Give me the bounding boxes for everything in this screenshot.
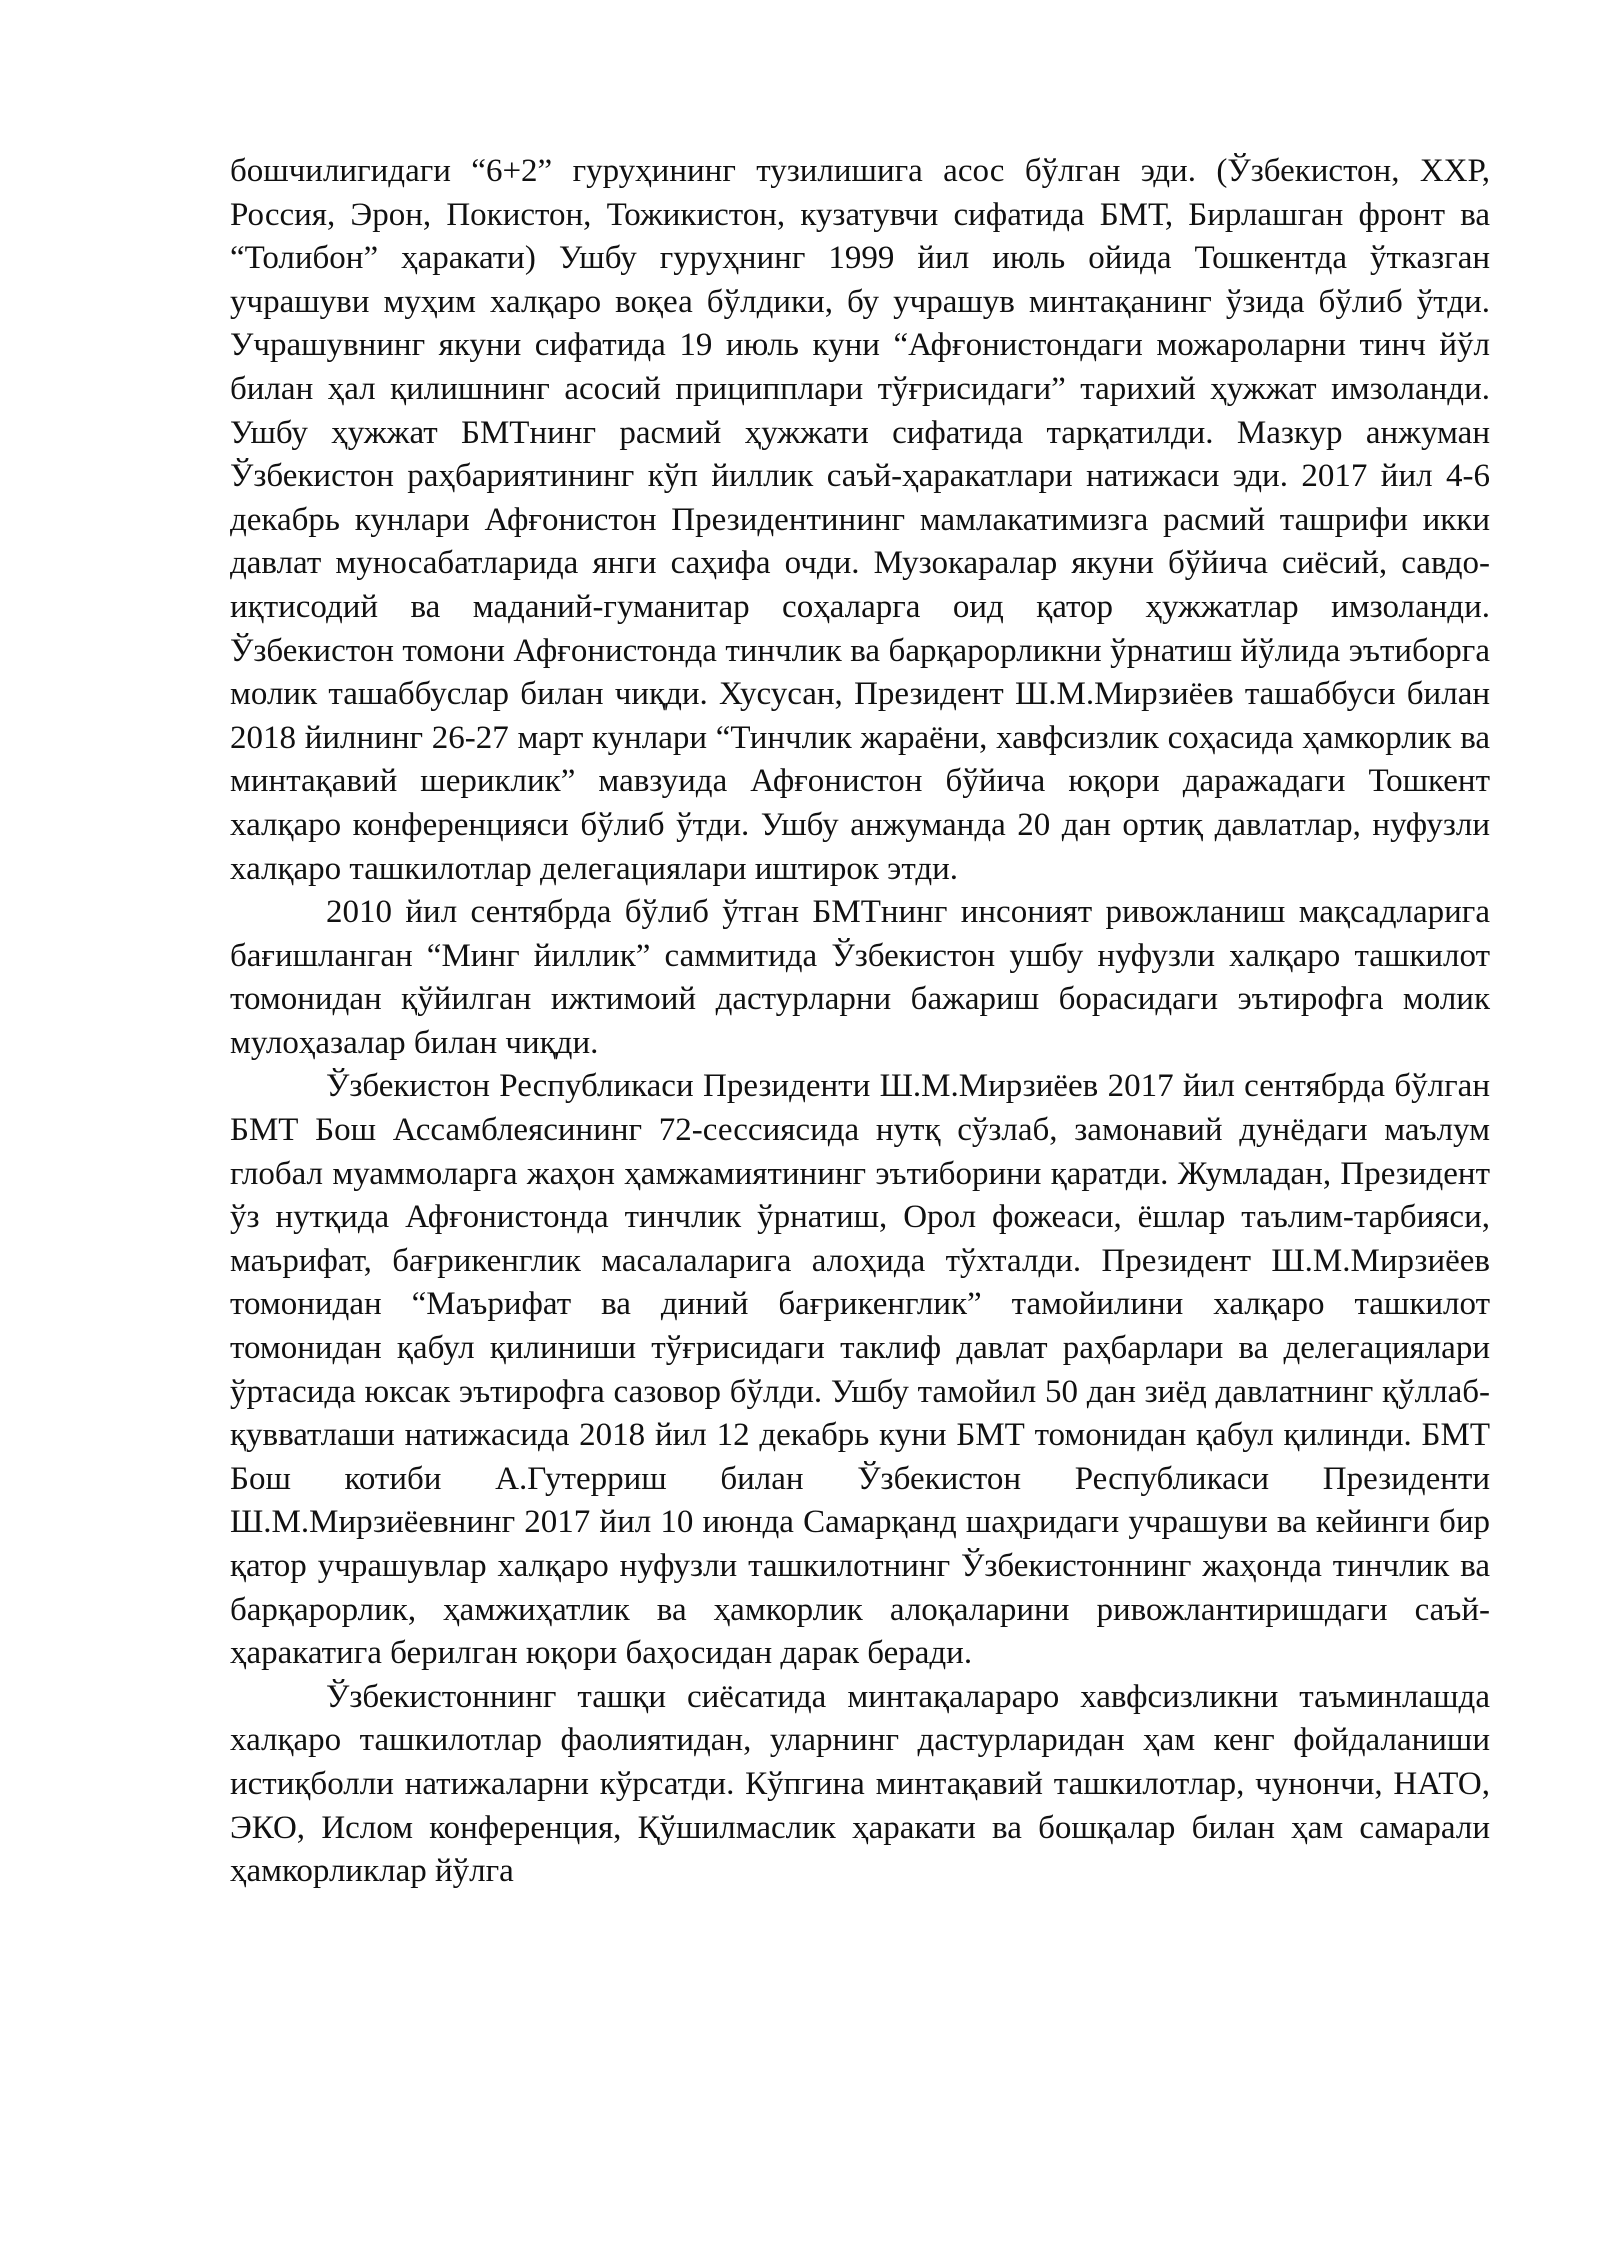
paragraph-1: бошчилигидаги “6+2” гуруҳининг тузилишига асос бўлган эди. (Ўзбекистон, ХХР, Россия, Эрон, Покистон, Тожикистон, кузатувчи сифатида БМТ, Бирлашган фронт ва “Толибон” ҳаракати) Ушбу гуруҳнинг 1999 йил июль ойида Тошкентда ўтказган учрашуви муҳим халқаро воқеа бўлдики, бу учрашув минтақанинг ўзида бўлиб ўтди. Учрашувнинг якуни сифатида 19 июль куни “Афғонистондаги можароларни тинч йўл билан ҳал қилишнинг асосий приципплари тўғрисидаги” тарихий ҳужжат имзоланди. Ушбу ҳужжат БМТнинг расмий ҳужжати сифатида тарқатилди. Мазкур анжуман Ўзбекистон раҳбариятининг кўп йиллик саъй-ҳаракатлари натижаси эди. 2017 йил 4-6 декабрь кунлари Афғонистон Президентининг мамлакатимизга расмий ташрифи икки давлат муносабатларида янги саҳифа очди. Музокаралар якуни бўйича сиёсий, савдо-иқтисодий ва маданий-гуманитар соҳаларга оид қатор ҳужжатлар имзоланди. Ўзбекистон томони Афғонистонда тинчлик ва барқарорликни ўрнатиш йўлида эътиборга молик ташаббуслар билан чиқди. Хусусан, Президент Ш.М.Мирзиёев ташаббуси билан 2018 йилнинг 26-27 март кунлари “Тинчлик жараёни, хавфсизлик соҳасида ҳамкорлик ва минтақавий шериклик” мавзуида Афғонистон бўйича юқори даражадаги Тошкент халқаро конференцияси бўлиб ўтди. Ушбу анжуманда 20 дан ортиқ давлатлар, нуфузли халқаро ташкилотлар делегациялари иштирок этди. — [230, 153, 1490, 887]
paragraph-4: Ўзбекистоннинг ташқи сиёсатида минтақалараро хавфсизликни таъминлашда халқаро ташкилотлар фаолиятидан, уларнинг дастурларидан ҳам кенг фойдаланиши истиқболли натижаларни кўрсатди. Кўпгина минтақавий ташкилотлар, чунончи, НАТО, ЭКО, Ислом конференция, Қўшилмаслик ҳаракати ва бошқалар билан ҳам самарали ҳамкорликлар йўлга — [230, 1678, 1490, 1890]
document-body — [230, 150, 1490, 1894]
paragraph-3: Ўзбекистон Республикаси Президенти Ш.М.Мирзиёев 2017 йил сентябрда бўлган БМТ Бош Ассамблеясининг 72-сессиясида нутқ сўзлаб, замонавий дунёдаги маълум глобал муаммоларга жаҳон ҳамжамиятининг эътиборини қаратди. Жумладан, Президент ўз нутқида Афғонистонда тинчлик ўрнатиш, Орол фожеаси, ёшлар таълим-тарбияси, маърифат, бағрикенглик масалаларига алоҳида тўхталди. Президент Ш.М.Мирзиёев томонидан “Маърифат ва диний бағрикенглик” тамойилини халқаро ташкилот томонидан қабул қилиниши тўғрисидаги таклиф давлат раҳбарлари ва делегациялари ўртасида юксак эътирофга сазовор бўлди. Ушбу тамойил 50 дан зиёд давлатнинг қўллаб-қувватлаши натижасида 2018 йил 12 декабрь куни БМТ томонидан қабул қилинди. БМТ Бош котиби А.Гутерриш билан Ўзбекистон Республикаси Президенти Ш.М.Мирзиёевнинг 2017 йил 10 июнда Самарқанд шаҳридаги учрашуви ва кейинги бир қатор учрашувлар халқаро нуфузли ташкилотнинг Ўзбекистоннинг жаҳонда тинчлик ва барқарорлик, ҳамжиҳатлик ва ҳамкорлик алоқаларини ривожлантиришдаги саъй-ҳаракатига берилган юқори баҳосидан дарак беради. — [230, 1068, 1490, 1672]
paragraph-2: 2010 йил сентябрда бўлиб ўтган БМТнинг инсоният ривожланиш мақсадларига бағишланган “Минг йиллик” саммитида Ўзбекистон ушбу нуфузли халқаро ташкилот томонидан қўйилган ижтимоий дастурларни бажариш борасидаги эътирофга молик мулоҳазалар билан чиқди. — [230, 894, 1490, 1061]
